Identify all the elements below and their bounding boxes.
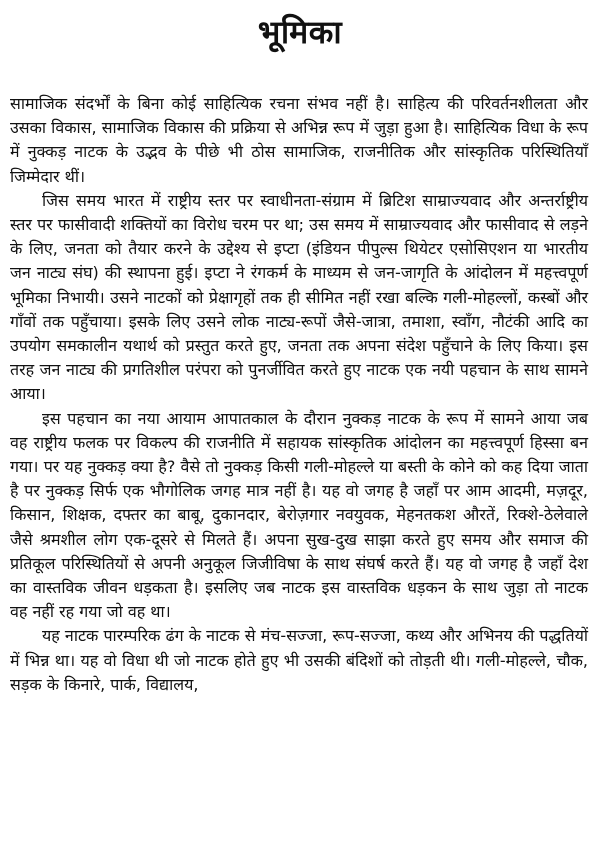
paragraph-4: यह नाटक पारम्परिक ढंग के नाटक से मंच-सज्जा, रूप-सज्जा, कथ्य और अभिनय की पद्धतियों में भिन्न था। यह वो विधा थी जो नाटक होते हुए भी उसकी बंदिशों को तोड़ती थी। गली-मोहल्ले, चौक, सड़क के किनारे, पार्क, विद्यालय, [10,626,588,694]
paragraph-1: सामाजिक संदर्भों के बिना कोई साहित्यिक रचना संभव नहीं है। साहित्य की परिवर्तनशीलता और उसका विकास, सामाजिक विकास की प्रक्रिया से अभिन्न रूप में जुड़ा हुआ है। साहित्यिक विधा के रूप में नुक्कड़ नाटक के उद्भव के पीछे भी ठोस सामाजिक, राजनीतिक और सांस्कृतिक परिस्थितियाँ जिम्मेदार थीं। [10,94,588,186]
paragraph-3: इस पहचान का नया आयाम आपातकाल के दौरान नुक्कड़ नाटक के रूप में सामने आया जब वह राष्ट्रीय फलक पर विकल्प की राजनीति में सहायक सांस्कृतिक आंदोलन का महत्त्वपूर्ण हिस्सा बन गया। पर यह नुक्कड़ क्या है? वैसे तो नुक्कड़ किसी गली-मोहल्ले या बस्ती के कोने को कह दिया जाता है पर नुक्कड़ सिर्फ एक भौगोलिक जगह मात्र नहीं है। यह वो जगह है जहाँ पर आम आदमी, मज़दूर, किसान, शिक्षक, दफ्तर का बाबू, दुकानदार, बेरोज़गार नवयुवक, मेहनतकश औरतें, रिक्शे-ठेलेवाले जैसे श्रमशील लोग एक-दूसरे से मिलते हैं। अपना सुख-दुख साझा करते हुए समय और समाज की प्रतिकूल परिस्थितियों से अपनी अनुकूल जिजीविषा के साथ संघर्ष करते हैं। यह वो जगह है जहाँ देश का वास्तविक जीवन धड़कता है। इसलिए जब नाटक इस वास्तविक धड़कन के साथ जुड़ा तो नाटक वह नहीं रह गया जो वह था। [10,408,588,622]
paragraph-2: जिस समय भारत में राष्ट्रीय स्तर पर स्वाधीनता-संग्राम में ब्रिटिश साम्राज्यवाद और अन्तर्राष्ट्रीय स्तर पर फासीवादी शक्तियों का विरोध चरम पर था; उस समय में साम्राज्यवाद और फासीवाद से लड़ने के लिए, जनता को तैयार करने के उद्देश्य से इप्टा (इंडियन पीपुल्स थियेटर एसोसिएशन या भारतीय जन नाट्य संघ) की स्थापना हुई। इप्टा ने रंगकर्म के माध्यम से जन-जागृति के आंदोलन में महत्त्वपूर्ण भूमिका निभायी। उसने नाटकों को प्रेक्षागृहों तक ही सीमित नहीं रखा बल्कि गली-मोहल्लों, कस्बों और गाँवों तक पहुँचाया। इसके लिए उसने लोक नाट्य-रूपों जैसे-जात्रा, तमाशा, स्वाँग, नौटंकी आदि का उपयोग समकालीन यथार्थ को प्रस्तुत करते हुए, जनता तक अपना संदेश पहुँचाने के लिए किया। इस तरह जन नाट्य की प्रगतिशील परंपरा को पुनर्जीवित करते हुए नाटक एक नयी पहचान के साथ सामने आया। [10,190,588,404]
page-title: भूमिका [257,13,343,51]
document-body [10,92,588,697]
